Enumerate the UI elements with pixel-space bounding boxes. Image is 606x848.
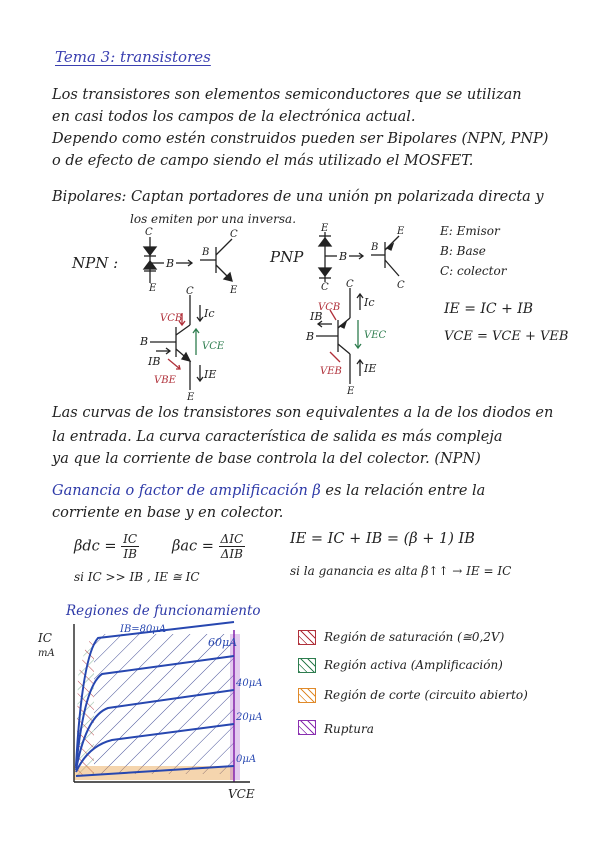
svg-text:B: B (202, 247, 210, 258)
ganancia-line-1 (52, 482, 485, 500)
bac-fraction (219, 532, 246, 561)
legend-text-corte: Región de corte (circuito abierto) (324, 688, 528, 702)
legend-swatch-corte (298, 688, 316, 703)
equation-ie: IE = IC + IB (444, 301, 534, 317)
svg-text:B: B (339, 250, 348, 263)
svg-text:IE: IE (364, 362, 377, 375)
formula-if-ic: si IC >> IB , IE ≅ IC (74, 570, 200, 584)
ganancia-highlight: Ganancia o factor de amplificación β (52, 483, 321, 499)
svg-text:C: C (397, 280, 405, 291)
curve-label-60: 60μA (208, 636, 238, 649)
svg-text:VBE: VBE (154, 375, 176, 386)
formula-bdc (74, 532, 139, 561)
svg-text:C: C (145, 227, 153, 238)
svg-text:IB: IB (310, 310, 323, 323)
legend-text-ruptura: Ruptura (324, 722, 374, 736)
svg-text:E: E (347, 386, 355, 397)
intro-line-2: en casi todos los campos de la electrónica actual. (52, 109, 416, 125)
legend-text-activa: Región activa (Amplificación) (324, 658, 503, 672)
ganancia-rest: es la relación entre la (325, 483, 486, 499)
legend-swatch-saturacion (298, 630, 316, 645)
npn-label: NPN : (72, 254, 119, 272)
curve-label-40: 40μA (236, 678, 263, 689)
regiones-title: Regiones de funcionamiento (66, 603, 261, 619)
bdc-label: βdc = (74, 538, 117, 555)
intro-line-4: o de efecto de campo siendo el más utilizado el MOSFET. (52, 153, 474, 169)
curvas-line-2: la entrada. La curva característica de salida es más compleja (52, 429, 503, 445)
legend-swatch-ruptura (298, 720, 316, 735)
svg-text:B: B (371, 242, 379, 253)
svg-text:IE: IE (204, 368, 217, 381)
bdc-numerator: IC (123, 532, 138, 546)
regiones-chart (38, 616, 263, 806)
legend-emisor: E: Emisor (440, 224, 500, 238)
npn-currents-diagram (130, 285, 240, 403)
svg-text:VCE: VCE (202, 341, 225, 352)
svg-text:C: C (186, 286, 194, 297)
regiones-y-unit: mA (38, 648, 55, 659)
bipolares-line-2: los emiten por una inversa. (130, 212, 297, 226)
curve-label-0: 0μA (236, 754, 257, 765)
svg-text:E: E (230, 285, 238, 296)
equation-vce: VCE = VCE + VEB (444, 329, 569, 344)
svg-text:C: C (230, 229, 238, 240)
svg-text:B: B (306, 330, 315, 343)
ganancia-line-2: corriente en base y en colector. (52, 505, 284, 521)
svg-text:E: E (397, 226, 405, 237)
svg-text:VEB: VEB (320, 366, 342, 377)
intro-line-1: Los transistores son elementos semiconductores que se utilizan (52, 87, 522, 103)
intro-line-3: Dependo como estén construidos pueden ser Bipolares (NPN, PNP) (52, 131, 549, 147)
bipolares-line-1: Bipolares: Captan portadores de una unión pn polarizada directa y (52, 189, 544, 205)
legend-colector: C: colector (440, 264, 507, 278)
svg-text:B: B (140, 335, 149, 348)
svg-text:E: E (321, 223, 329, 234)
legend-base: B: Base (440, 244, 486, 258)
svg-text:C: C (321, 282, 329, 293)
bdc-denominator: IB (123, 547, 137, 561)
page-title: Tema 3: transistores (55, 48, 211, 66)
svg-text:Ic: Ic (364, 296, 375, 309)
curve-label-20: 20μA (236, 712, 263, 723)
svg-text:VCB: VCB (318, 302, 341, 313)
bdc-fraction (121, 532, 139, 561)
bac-denominator: ΔIB (220, 547, 243, 561)
pnp-label: PNP (270, 248, 304, 266)
svg-text:B: B (166, 257, 175, 270)
svg-text:Ic: Ic (204, 307, 215, 320)
svg-text:VCB: VCB (160, 313, 183, 324)
bac-numerator: ΔIC (220, 532, 244, 546)
formula-if-gain: si la ganancia es alta β↑↑ → IE = IC (290, 564, 512, 578)
svg-text:IB: IB (148, 355, 161, 368)
svg-text:VEC: VEC (364, 330, 387, 341)
curvas-line-3: ya que la corriente de base controla la del colector. (NPN) (52, 451, 481, 467)
pnp-currents-diagram (300, 280, 410, 395)
legend-text-saturacion: Región de saturación (≅0,2V) (324, 630, 505, 644)
curvas-line-1: Las curvas de los transistores son equivalentes a la de los diodos en (52, 405, 554, 421)
svg-text:E: E (187, 392, 195, 403)
regiones-x-axis: VCE (228, 787, 255, 801)
svg-text:E: E (149, 283, 157, 294)
svg-text:C: C (346, 279, 354, 290)
legend-swatch-activa (298, 658, 316, 673)
formula-ie: IE = IC + IB = (β + 1) IB (290, 531, 475, 547)
bac-label: βac = (172, 538, 214, 555)
formula-bac (172, 532, 245, 561)
regiones-y-axis: IC (38, 631, 52, 645)
curve-label-80: IB=80μA (120, 624, 167, 635)
